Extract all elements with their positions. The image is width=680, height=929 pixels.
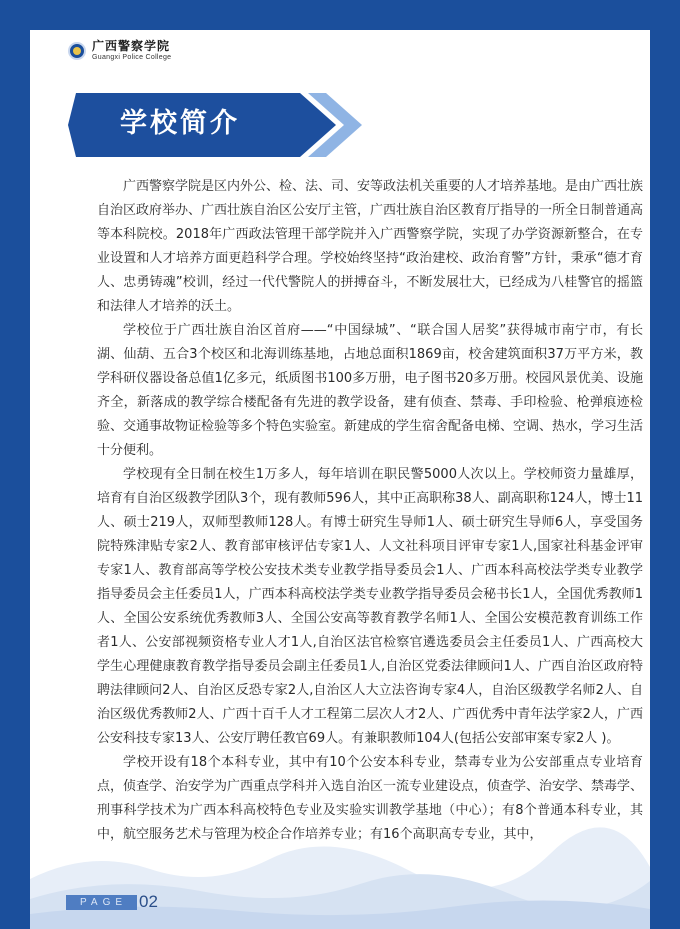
page-footer [66,892,158,912]
college-emblem-icon [68,42,86,60]
paragraph: 学校现有全日制在校生1万多人，每年培训在职民警5000人次以上。学校师资力量雄厚，培育有自治区级教学团队3个，现有教师596人，其中正高职称38人、副高职称124人，博士11人、硕士219人，双师型教师128人。有博士研究生导师1人、硕士研究生导师6人，享受国务院特殊津贴专家2人、教育部审核评估专家1人、人文社科项目评审专家1人,国家社科基金评审专家1人、教育部高等学校公安技术类专业教学指导委员会1人、广西本科高校法学类专业教学指导委员会主任委员1人，广西本科高校法学类专业教学指导委员会秘书长1人，全国优秀教师1人、全国公安系统优秀教师3人、全国公安高等教育教学名师1人、全国公安模范教育训练工作者1人、公安部视频资格专业人才1人,自治区法官检察官遴选委员会主任委员1人、广西高校大学生心理健康教育教学指导委员会副主任委员1人,自治区党委法律顾问1人、广西自治区政府特聘法律顾问2人、自治区反恐专家2人,自治区人大立法咨询专家4人，自治区级教学名师2人、自治区级优秀教师2人、广西十百千人才工程第二层次人才2人、广西优秀中青年法学家2人，广西公安科技专家13人、公安厅聘任教官69人。有兼职教师104人(包括公安部审案专家2人 )。 [97,467,643,746]
paragraph: 学校开设有18个本科专业，其中有10个公安本科专业，禁毒专业为公安部重点专业培育点，侦查学、治安学为广西重点学科并入选自治区一流专业建设点，侦查学、治安学、禁毒学、刑事科学技术为广西本科高校特色专业及实验实训教学基地（中心）；有8个普通本科专业，其中，航空服务艺术与管理为校企合作培养专业；有16个高职高专专业，其中， [97,755,644,842]
paragraph: 广西警察学院是区内外公、检、法、司、安等政法机关重要的人才培养基地。是由广西壮族自治区政府举办、广西壮族自治区公安厅主管，广西壮族自治区教育厅指导的一所全日制普通高等本科院校。2018年广西政法管理干部学院并入广西警察学院，实现了办学资源新整合，在专业设置和人才培养方面更趋科学合理。学校始终坚持“政治建校、政治育警”方针，秉承“德才育人、忠勇铸魂”校训，经过一代代警院人的拼搏奋斗，不断发展壮大，已经成为八桂警官的摇篮和法律人才培养的沃土。 [97,179,644,314]
paragraph: 学校位于广西壮族自治区首府——“中国绿城”、“联合国人居奖”获得城市南宁市，有长湖、仙葫、五合3个校区和北海训练基地，占地总面积1869亩，校舍建筑面积37万平方米，教学科研仪器设备总值1亿多元，纸质图书100多万册，电子图书20多万册。校园风景优美、设施齐全，新落成的教学综合楼配备有先进的教学设备，建有侦查、禁毒、手印检验、枪弹痕迹检验、交通事故物证检验等多个特色实验室。新建成的学生宿舍配备电梯、空调、热水，学习生活十分便利。 [97,323,644,458]
page [30,30,650,929]
page-number: 02 [139,892,158,911]
college-name-cn: 广西警察学院 [92,39,171,53]
page-label: PAGE [66,895,137,910]
intro-body [97,175,643,847]
page-header [68,40,171,61]
college-name [92,40,171,61]
college-name-en: Guangxi Police College [92,54,172,61]
section-title: 学校简介 [120,108,240,139]
